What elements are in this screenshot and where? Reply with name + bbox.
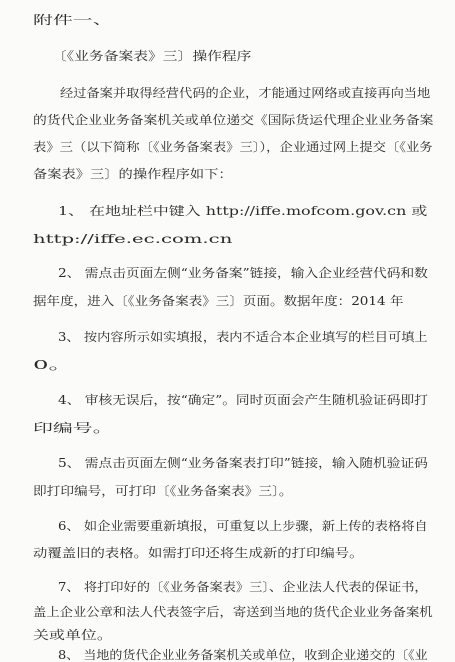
step-6-line-1: 6、 如企业需要重新填报，可重复以上步骤，新上传的表格将自 <box>58 519 428 533</box>
intro-line-3: 表》三（以下简称〔《业务备案表》三〕），企业通过网上提交〔《业务 <box>33 140 433 154</box>
step-4-line-1: 4、 审核无误后，按“确定”。同时页面会产生随机验证码即打 <box>58 393 428 407</box>
intro-line-1: 经过备案并取得经营代码的企业，才能通过网络或直接再向当地 <box>60 86 431 100</box>
intro-line-4: 备案表》三〕的操作程序如下： <box>33 167 233 181</box>
step-6-line-2: 动覆盖旧的表格。如需打印还将生成新的打印编号。 <box>33 546 364 560</box>
step-8-line-1: 8、 当地的货代企业业务备案机关或单位，收到企业递交的〔《业 <box>58 648 428 662</box>
attachment-label: 附件一、 <box>33 13 113 27</box>
step-3-line-1: 3、 按内容所示如实填报，表内不适合本企业填写的栏目可填上 <box>58 330 428 344</box>
section-heading: 〔《业务备案表》三〕操作程序 <box>52 49 252 63</box>
step-1-line-2: http://iffe.ec.com.cn <box>33 232 233 246</box>
step-7-line-1: 7、 将打印好的〔《业务备案表》三〕、企业法人代表的保证书， <box>58 580 428 594</box>
step-1-line-1: 1、 在地址栏中键入 http://iffe.mofcom.gov.cn 或 <box>58 204 428 218</box>
intro-line-2: 的货代企业业务备案机关或单位递交《国际货运代理企业业务备案 <box>33 113 434 127</box>
step-3-line-2: 0。 <box>33 358 73 372</box>
step-2-line-2: 据年度，进入〔《业务备案表》三〕页面。数据年度：2014 年 <box>33 294 404 308</box>
step-2-line-1: 2、 需点击页面左侧“业务备案”链接，输入企业经营代码和数 <box>58 266 428 280</box>
step-4-line-2: 印编号。 <box>33 421 113 435</box>
step-7-line-2: 盖上企业公章和法人代表签字后，寄送到当地的货代企业业务备案机 <box>33 605 433 619</box>
step-5-line-2: 即打印编号，可打印〔《业务备案表》三〕。 <box>33 484 293 498</box>
step-5-line-1: 5、 需点击页面左侧“业务备案表打印”链接，输入随机验证码 <box>58 456 428 470</box>
step-7-line-3: 关或单位。 <box>33 628 113 642</box>
